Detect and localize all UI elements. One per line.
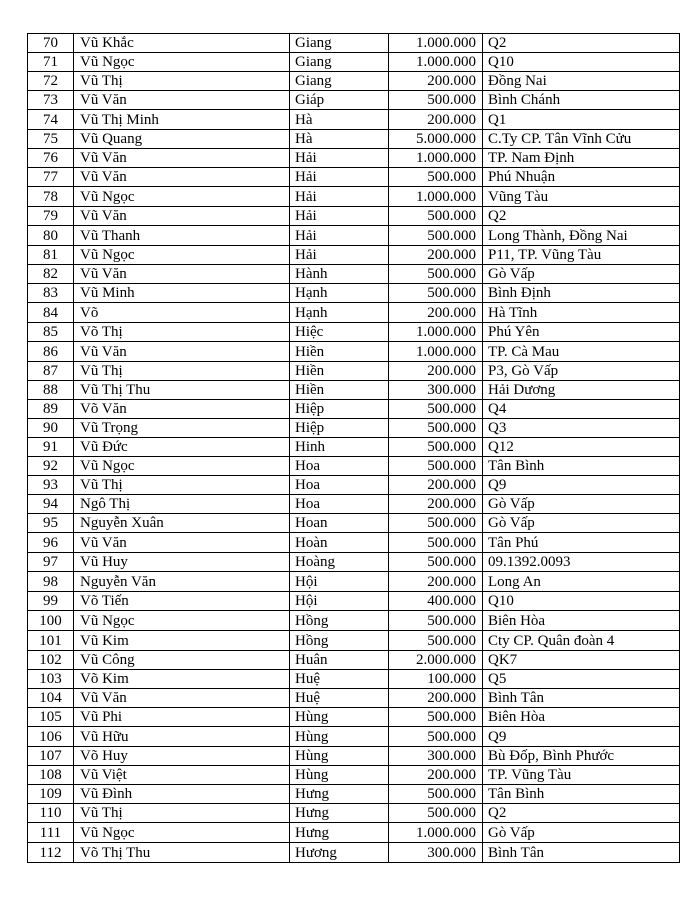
address-cell: Q2 xyxy=(483,34,680,53)
address-cell: Bình Tân xyxy=(483,689,680,708)
row-number-cell: 94 xyxy=(28,495,74,514)
given-name-cell: Hưng xyxy=(290,804,389,823)
first-name-cell: Vũ Văn xyxy=(74,342,290,362)
row-number-cell: 112 xyxy=(28,843,74,863)
row-number-cell: 108 xyxy=(28,766,74,785)
given-name-cell: Hiệc xyxy=(290,323,389,342)
first-name-cell: Vũ Văn xyxy=(74,265,290,284)
amount-cell: 300.000 xyxy=(389,381,483,400)
first-name-cell: Vũ Thanh xyxy=(74,226,290,246)
given-name-cell: Hạnh xyxy=(290,284,389,303)
given-name-cell: Hải xyxy=(290,187,389,207)
first-name-cell: Võ Thị Thu xyxy=(74,843,290,863)
amount-cell: 200.000 xyxy=(389,72,483,91)
amount-cell: 200.000 xyxy=(389,246,483,265)
table-row xyxy=(28,631,680,651)
first-name-cell: Ngô Thị xyxy=(74,495,290,514)
amount-cell: 500.000 xyxy=(389,419,483,438)
amount-cell: 1.000.000 xyxy=(389,823,483,843)
address-cell: Gò Vấp xyxy=(483,514,680,533)
amount-cell: 1.000.000 xyxy=(389,323,483,342)
table-row xyxy=(28,265,680,284)
table-row xyxy=(28,303,680,323)
first-name-cell: Nguyễn Văn xyxy=(74,572,290,592)
row-number-cell: 100 xyxy=(28,611,74,631)
given-name-cell: Hải xyxy=(290,168,389,187)
address-cell: C.Ty CP. Tân Vĩnh Cửu xyxy=(483,130,680,149)
amount-cell: 500.000 xyxy=(389,804,483,823)
address-cell: Gò Vấp xyxy=(483,823,680,843)
address-cell: Q9 xyxy=(483,727,680,747)
address-cell: Gò Vấp xyxy=(483,495,680,514)
given-name-cell: Hưng xyxy=(290,823,389,843)
first-name-cell: Vũ Đình xyxy=(74,785,290,804)
address-cell: Tân Phú xyxy=(483,533,680,553)
amount-cell: 500.000 xyxy=(389,168,483,187)
address-cell: Q9 xyxy=(483,476,680,495)
given-name-cell: Giáp xyxy=(290,91,389,110)
table-row xyxy=(28,381,680,400)
table-row xyxy=(28,400,680,419)
first-name-cell: Vũ Ngọc xyxy=(74,53,290,72)
first-name-cell: Vũ Thị xyxy=(74,362,290,381)
table-row xyxy=(28,727,680,747)
given-name-cell: Hùng xyxy=(290,766,389,785)
address-cell: Q2 xyxy=(483,804,680,823)
table-row xyxy=(28,207,680,226)
row-number-cell: 91 xyxy=(28,438,74,457)
row-number-cell: 102 xyxy=(28,651,74,670)
amount-cell: 200.000 xyxy=(389,495,483,514)
table-row xyxy=(28,323,680,342)
address-cell: Gò Vấp xyxy=(483,265,680,284)
row-number-cell: 89 xyxy=(28,400,74,419)
first-name-cell: Võ xyxy=(74,303,290,323)
address-cell: Cty CP. Quân đoàn 4 xyxy=(483,631,680,651)
table-row xyxy=(28,187,680,207)
table-row xyxy=(28,592,680,611)
first-name-cell: Võ Tiến xyxy=(74,592,290,611)
given-name-cell: Hùng xyxy=(290,727,389,747)
first-name-cell: Vũ Việt xyxy=(74,766,290,785)
given-name-cell: Giang xyxy=(290,53,389,72)
given-name-cell: Hưng xyxy=(290,785,389,804)
row-number-cell: 98 xyxy=(28,572,74,592)
address-cell: Q3 xyxy=(483,419,680,438)
first-name-cell: Vũ Thị xyxy=(74,72,290,91)
amount-cell: 200.000 xyxy=(389,689,483,708)
address-cell: Hải Dương xyxy=(483,381,680,400)
first-name-cell: Vũ Văn xyxy=(74,91,290,110)
amount-cell: 500.000 xyxy=(389,457,483,476)
amount-cell: 500.000 xyxy=(389,631,483,651)
given-name-cell: Huệ xyxy=(290,670,389,689)
row-number-cell: 86 xyxy=(28,342,74,362)
table-row xyxy=(28,533,680,553)
table-row xyxy=(28,670,680,689)
amount-cell: 200.000 xyxy=(389,476,483,495)
given-name-cell: Huệ xyxy=(290,689,389,708)
amount-cell: 100.000 xyxy=(389,670,483,689)
first-name-cell: Vũ Ngọc xyxy=(74,611,290,631)
amount-cell: 1.000.000 xyxy=(389,149,483,168)
first-name-cell: Vũ Ngọc xyxy=(74,246,290,265)
row-number-cell: 92 xyxy=(28,457,74,476)
row-number-cell: 71 xyxy=(28,53,74,72)
row-number-cell: 81 xyxy=(28,246,74,265)
amount-cell: 200.000 xyxy=(389,766,483,785)
first-name-cell: Vũ Công xyxy=(74,651,290,670)
row-number-cell: 70 xyxy=(28,34,74,53)
first-name-cell: Vũ Đức xyxy=(74,438,290,457)
row-number-cell: 76 xyxy=(28,149,74,168)
first-name-cell: Vũ Trọng xyxy=(74,419,290,438)
first-name-cell: Vũ Thị Thu xyxy=(74,381,290,400)
given-name-cell: Hội xyxy=(290,592,389,611)
row-number-cell: 82 xyxy=(28,265,74,284)
amount-cell: 500.000 xyxy=(389,226,483,246)
address-cell: Q2 xyxy=(483,207,680,226)
table-row xyxy=(28,110,680,130)
amount-cell: 5.000.000 xyxy=(389,130,483,149)
table-row xyxy=(28,168,680,187)
amount-cell: 500.000 xyxy=(389,514,483,533)
address-cell: Phú Nhuận xyxy=(483,168,680,187)
table-row xyxy=(28,611,680,631)
address-cell: Bình Chánh xyxy=(483,91,680,110)
first-name-cell: Vũ Văn xyxy=(74,168,290,187)
table-row xyxy=(28,34,680,53)
table-row xyxy=(28,651,680,670)
table-row xyxy=(28,419,680,438)
address-cell: Bình Tân xyxy=(483,843,680,863)
row-number-cell: 95 xyxy=(28,514,74,533)
address-cell: Q10 xyxy=(483,53,680,72)
first-name-cell: Vũ Kim xyxy=(74,631,290,651)
amount-cell: 500.000 xyxy=(389,207,483,226)
amount-cell: 500.000 xyxy=(389,708,483,727)
given-name-cell: Hải xyxy=(290,207,389,226)
address-cell: Long Thành, Đồng Nai xyxy=(483,226,680,246)
table-row xyxy=(28,689,680,708)
row-number-cell: 110 xyxy=(28,804,74,823)
given-name-cell: Huân xyxy=(290,651,389,670)
amount-cell: 200.000 xyxy=(389,362,483,381)
amount-cell: 200.000 xyxy=(389,110,483,130)
address-cell: Tân Bình xyxy=(483,457,680,476)
given-name-cell: Giang xyxy=(290,72,389,91)
row-number-cell: 109 xyxy=(28,785,74,804)
first-name-cell: Vũ Khắc xyxy=(74,34,290,53)
table-row xyxy=(28,572,680,592)
amount-cell: 2.000.000 xyxy=(389,651,483,670)
row-number-cell: 111 xyxy=(28,823,74,843)
row-number-cell: 78 xyxy=(28,187,74,207)
given-name-cell: Hồng xyxy=(290,631,389,651)
given-name-cell: Hải xyxy=(290,149,389,168)
row-number-cell: 99 xyxy=(28,592,74,611)
given-name-cell: Hải xyxy=(290,246,389,265)
table-row xyxy=(28,553,680,572)
table-row xyxy=(28,747,680,766)
address-cell: Vũng Tàu xyxy=(483,187,680,207)
first-name-cell: Võ Văn xyxy=(74,400,290,419)
first-name-cell: Vũ Huy xyxy=(74,553,290,572)
donor-table xyxy=(27,33,680,863)
row-number-cell: 104 xyxy=(28,689,74,708)
amount-cell: 500.000 xyxy=(389,727,483,747)
given-name-cell: Hương xyxy=(290,843,389,863)
address-cell: 09.1392.0093 xyxy=(483,553,680,572)
given-name-cell: Hải xyxy=(290,226,389,246)
given-name-cell: Hùng xyxy=(290,747,389,766)
address-cell: Tân Bình xyxy=(483,785,680,804)
given-name-cell: Hiền xyxy=(290,381,389,400)
table-row xyxy=(28,149,680,168)
given-name-cell: Hiệp xyxy=(290,400,389,419)
amount-cell: 200.000 xyxy=(389,303,483,323)
table-row xyxy=(28,91,680,110)
address-cell: Q12 xyxy=(483,438,680,457)
table-row xyxy=(28,708,680,727)
address-cell: Bình Định xyxy=(483,284,680,303)
given-name-cell: Hiền xyxy=(290,362,389,381)
row-number-cell: 72 xyxy=(28,72,74,91)
row-number-cell: 97 xyxy=(28,553,74,572)
address-cell: Đồng Nai xyxy=(483,72,680,91)
table-row xyxy=(28,284,680,303)
table-row xyxy=(28,495,680,514)
address-cell: TP. Vũng Tàu xyxy=(483,766,680,785)
given-name-cell: Hạnh xyxy=(290,303,389,323)
given-name-cell: Hoa xyxy=(290,457,389,476)
first-name-cell: Vũ Ngọc xyxy=(74,457,290,476)
address-cell: Q1 xyxy=(483,110,680,130)
donor-table-body xyxy=(28,34,680,863)
first-name-cell: Vũ Minh xyxy=(74,284,290,303)
first-name-cell: Võ Huy xyxy=(74,747,290,766)
given-name-cell: Hà xyxy=(290,110,389,130)
row-number-cell: 83 xyxy=(28,284,74,303)
first-name-cell: Vũ Quang xyxy=(74,130,290,149)
given-name-cell: Hành xyxy=(290,265,389,284)
table-row xyxy=(28,804,680,823)
address-cell: Bù Đốp, Bình Phước xyxy=(483,747,680,766)
address-cell: P11, TP. Vũng Tàu xyxy=(483,246,680,265)
given-name-cell: Hoa xyxy=(290,476,389,495)
amount-cell: 1.000.000 xyxy=(389,342,483,362)
row-number-cell: 90 xyxy=(28,419,74,438)
row-number-cell: 106 xyxy=(28,727,74,747)
row-number-cell: 103 xyxy=(28,670,74,689)
address-cell: Q10 xyxy=(483,592,680,611)
given-name-cell: Giang xyxy=(290,34,389,53)
first-name-cell: Vũ Văn xyxy=(74,207,290,226)
amount-cell: 500.000 xyxy=(389,785,483,804)
given-name-cell: Hiền xyxy=(290,342,389,362)
amount-cell: 300.000 xyxy=(389,747,483,766)
row-number-cell: 75 xyxy=(28,130,74,149)
amount-cell: 1.000.000 xyxy=(389,34,483,53)
table-row xyxy=(28,226,680,246)
row-number-cell: 77 xyxy=(28,168,74,187)
address-cell: Biên Hòa xyxy=(483,611,680,631)
given-name-cell: Hồng xyxy=(290,611,389,631)
row-number-cell: 73 xyxy=(28,91,74,110)
address-cell: Q4 xyxy=(483,400,680,419)
row-number-cell: 80 xyxy=(28,226,74,246)
row-number-cell: 107 xyxy=(28,747,74,766)
table-row xyxy=(28,476,680,495)
first-name-cell: Vũ Thị xyxy=(74,476,290,495)
given-name-cell: Hoàn xyxy=(290,533,389,553)
amount-cell: 1.000.000 xyxy=(389,53,483,72)
address-cell: TP. Nam Định xyxy=(483,149,680,168)
table-row xyxy=(28,438,680,457)
row-number-cell: 105 xyxy=(28,708,74,727)
row-number-cell: 84 xyxy=(28,303,74,323)
row-number-cell: 101 xyxy=(28,631,74,651)
amount-cell: 1.000.000 xyxy=(389,187,483,207)
given-name-cell: Hiệp xyxy=(290,419,389,438)
first-name-cell: Vũ Phi xyxy=(74,708,290,727)
table-row xyxy=(28,823,680,843)
amount-cell: 300.000 xyxy=(389,843,483,863)
row-number-cell: 85 xyxy=(28,323,74,342)
first-name-cell: Vũ Thị Minh xyxy=(74,110,290,130)
row-number-cell: 88 xyxy=(28,381,74,400)
address-cell: P3, Gò Vấp xyxy=(483,362,680,381)
given-name-cell: Hùng xyxy=(290,708,389,727)
first-name-cell: Vũ Ngọc xyxy=(74,823,290,843)
first-name-cell: Vũ Văn xyxy=(74,533,290,553)
given-name-cell: Hội xyxy=(290,572,389,592)
table-row xyxy=(28,130,680,149)
amount-cell: 500.000 xyxy=(389,533,483,553)
first-name-cell: Vũ Văn xyxy=(74,149,290,168)
row-number-cell: 93 xyxy=(28,476,74,495)
address-cell: Q5 xyxy=(483,670,680,689)
amount-cell: 200.000 xyxy=(389,572,483,592)
amount-cell: 500.000 xyxy=(389,611,483,631)
row-number-cell: 74 xyxy=(28,110,74,130)
row-number-cell: 79 xyxy=(28,207,74,226)
amount-cell: 400.000 xyxy=(389,592,483,611)
first-name-cell: Võ Kim xyxy=(74,670,290,689)
given-name-cell: Hinh xyxy=(290,438,389,457)
table-row xyxy=(28,362,680,381)
row-number-cell: 87 xyxy=(28,362,74,381)
address-cell: Hà Tĩnh xyxy=(483,303,680,323)
given-name-cell: Hà xyxy=(290,130,389,149)
given-name-cell: Hoa xyxy=(290,495,389,514)
row-number-cell: 96 xyxy=(28,533,74,553)
table-row xyxy=(28,342,680,362)
address-cell: QK7 xyxy=(483,651,680,670)
amount-cell: 500.000 xyxy=(389,91,483,110)
amount-cell: 500.000 xyxy=(389,438,483,457)
table-row xyxy=(28,514,680,533)
first-name-cell: Nguyễn Xuân xyxy=(74,514,290,533)
first-name-cell: Vũ Văn xyxy=(74,689,290,708)
table-row xyxy=(28,53,680,72)
first-name-cell: Vũ Hữu xyxy=(74,727,290,747)
table-row xyxy=(28,785,680,804)
table-row xyxy=(28,766,680,785)
address-cell: Long An xyxy=(483,572,680,592)
amount-cell: 500.000 xyxy=(389,284,483,303)
given-name-cell: Hoan xyxy=(290,514,389,533)
table-row xyxy=(28,72,680,91)
table-row xyxy=(28,246,680,265)
first-name-cell: Võ Thị xyxy=(74,323,290,342)
address-cell: Phú Yên xyxy=(483,323,680,342)
amount-cell: 500.000 xyxy=(389,553,483,572)
address-cell: Biên Hòa xyxy=(483,708,680,727)
table-row xyxy=(28,843,680,863)
first-name-cell: Vũ Ngọc xyxy=(74,187,290,207)
given-name-cell: Hoàng xyxy=(290,553,389,572)
address-cell: TP. Cà Mau xyxy=(483,342,680,362)
amount-cell: 500.000 xyxy=(389,265,483,284)
table-row xyxy=(28,457,680,476)
first-name-cell: Vũ Thị xyxy=(74,804,290,823)
amount-cell: 500.000 xyxy=(389,400,483,419)
